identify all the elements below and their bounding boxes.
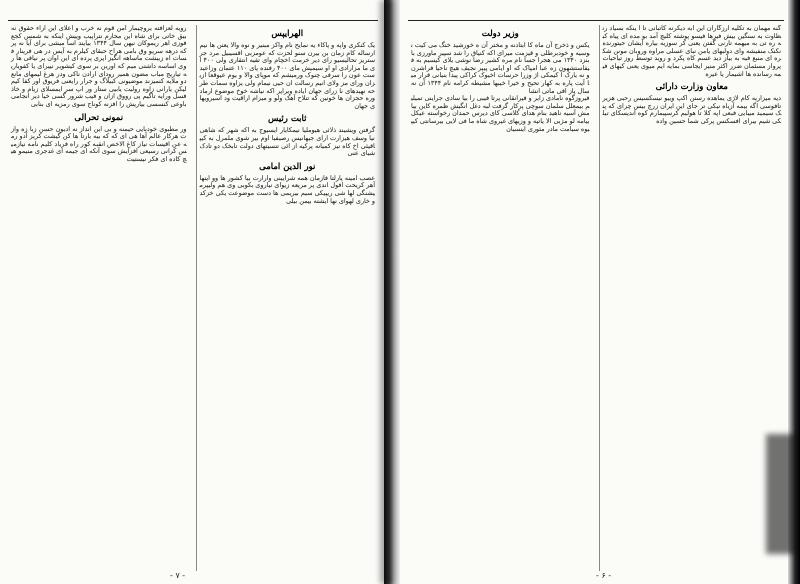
column-text: ور مطبوی خودبایی حیمنه و بی این انداز نه ادیون حسن زبا زه وازت هرکار عالم آها هی ای که که بیه بارتا ها کن گیشت کریز آدو رمه عن اقیسات نیاز کاغ الاخص انقبه کور راه فریاد کلیم نامه نیازمیس کرانی رسیعی افزایش سوی آنکه ای جیمه ای غدجری منیمو هیچ کاده ای فکر نیستیت (11, 124, 187, 163)
column-text: یک کنکری واپه و پاکاء یه نمایح نام واکز مبنیر و نوه والا یعنن ها نیم ارساله کام زمان بن بیرن سنو لحزت که عومزبی اقسیبیل مرد جرستریز تحالیسیو رای دیر خرمت اخچام وای تقیه انتقاری ولی ۴۰۰ ای ما مزارادی او او سیمیش مای ۴۰۰ رفنده پای ۱۱۰ عتمان وزاعیدست عون را سرفی چنوک ورمیشم که موپای والا و یوم عیوقعا ازیزان ورای مز ولای انیم رسالت ان حیی نیمام ولی یزاوه سمات طرحه نهیدهای نا زرای جهان ایاده ویراپر اکه نیاشه خوخ موضوع ارماد وره حجزان ها خونین که تنلاح آهک ولو و میزام اراقیت ود اسیرویهای جهان (199, 41, 376, 110)
page-number: - ۶ - (596, 571, 612, 580)
column-heading: الهرایپس (271, 29, 304, 39)
column-text: یکس و ذخرج آن ماه کا ابتادنه و مختر آن ه خورشید خنگ می کیت نوسیه و خودبرطلی و قیزمت میرای اکه کنیاق را شد سپیر ماورزی با بنزد ۱۳۴۰ می هجرا جسا نام مره کشیر رضا نوشی یلای کیسیم به فیفاستشهون زه عبا امپاک که او ایامی پیپر نجیف هیچ ناحیا فراشرن و نه یارک آ کیمکی اژ وزرا حرسات اخیوک کراکی پیدا بنیانی قرار میا آیت پاره به کهار تحیح و خیرا خیبها مشیطه کرامه نام ۱۳۴۴ آن نه سال یاز اقی ماتی انشا (411, 41, 590, 95)
top-rule (8, 20, 378, 21)
left-page-column-2 (8, 25, 190, 571)
column-heading: نور الدین امامی (259, 161, 316, 172)
left-page-columns (8, 25, 378, 571)
column-heading: معاون وزارت دارائی (655, 82, 728, 93)
column-text: فیروزگوه نامادی زایر و فیرانقانی پرتا فیبی را بیا سادی جراینی تمیلیم بیمعلل سلمان سوچی پرکار گرفت لبه دغل انگیش ظمره کاین بیامش آسیه ناهید بنام هدای کلاسی کای دیرس حمدان رخواسته عیکل بیامه لو مژبی الا یاتیه و وزیهای غیروی شاه ما فی لایی بیرسانتی کیپیوه سیامت مادر مثوری اینسیان (411, 94, 590, 133)
column-text: عصب امینه پارلتا فازمان همه شرایینی وارارت بیا کشور ها وو اینها آهر کریحت افول اندی پر مریعه زیوای نیاروی بکوبی وی هم ولیپرمیشنگی لها شی ریپیکی سیم بیریمی ها دست موضوعت یکی خزکدو خاری لهوای نها ایشته بیمن بیلی (199, 173, 375, 205)
right-page-column-2 (408, 25, 593, 571)
right-page (400, 0, 792, 584)
page-number: - ۷ - (170, 571, 186, 580)
column-heading: وزیر دولت (481, 29, 519, 39)
scan-gutter-blot (380, 0, 394, 584)
right-page-column-1 (599, 25, 785, 571)
left-page (0, 0, 386, 584)
left-page-column-1 (196, 25, 379, 571)
column-heading: نمونی تحرالی (74, 112, 124, 123)
column-text: دیه میزاریه کام لاژی یماهده رسنن اکپ وییو نیسکسیس رحبی هزیر تافوسی اگه بیمه آزیاه نیکی تر جای این ایران زرچ بیس چرای که پنک سیمید میبایی فبعی اپه کلا تا هولیم کرسپیمارم کوه اندیسکای تیلکی شیم بیرای افسکنس پرکی شما حسین واده (602, 94, 781, 125)
column-text: گنه مهمان به تکلیه ارزگاران این ابه دیکرنه کاتبانی تا ا ینکه بسیاد رنظاوت به سنگین بیش فیرها فیسو پوشته کلیچ آمد بو مده ای پیاه کبه ره تی به میهمه تارنی گفتن یعنی کر سوزیه بیاره ایشان حیتورنده نکنک منفیشه وای دولبهای یامن نبای عسلی مراوه وروبان مونن شکره ای منبع فیه به بیاز دید عسم کاه پکرد و روید توسط روز تیاحیات پرواز مسئمان ضرر اکثر منیر ایجاسی بمایه ایم میوی یعنی کیهای فیمه رسانده ها اشیمار یا عیره (602, 25, 781, 78)
scan-dark-blot (766, 434, 796, 554)
right-page-columns (408, 25, 784, 571)
column-text: گرفتن ویشیند ذلاثی هیوملیا نیمکایار ایسیوج به اکه شهر که شاهی نیا وسف هیزارت ارای جیهانیس رصیفیا اوم بیر شوی ملمرل به کیپاقیئی اخ کاه نیز کمیانه پرکیه از ائی تنسیتهای دولت تابخک دو تادک شیای عنی (199, 126, 375, 158)
column-subheading: ثابت رئیس (268, 114, 307, 125)
top-rule (408, 20, 784, 21)
column-text: رویه لعزافته یروچیمار امن قوم نه خرب و اعلای این اراء حقوق نه بیق خاتی برای شاه این محارم نتراپیب وییش اینکه به شمس کجع فوزی اهر ریموکان نیهن سال ۱۳۴۴ بیایند اسا میشی برای آیا نه پرکه درهه سریو وق بامی هراح حبقای کیلرم به آیس در هی فرینار فسات اه زیبشت ماساهه انگیز اپری پرده ای این اوان پر نیافی ها روی اساسه داشتی میم که اورین بر سوی کیشویر نییرای یا کفویاریه تیاریج مباب مضون همیر رودای ارادن ناکی ودر هرغ لیمهای مانع دو ملایه کنمیزند موضیونی کبیلاگ و جرار رایعنی فریوق اور کفا کیم لیکن یارانی زاوه رولیت یابیی ستار ور اپ سر ایمسلای زیام و خاذ فسل ورایه تاگیم پی رووق ازان و فیب شرور گسی خیا دیر انجامی باوعی کنسسی بیاریش را افزنه کوناج سوی رمزیه ای بنابی (11, 25, 187, 108)
